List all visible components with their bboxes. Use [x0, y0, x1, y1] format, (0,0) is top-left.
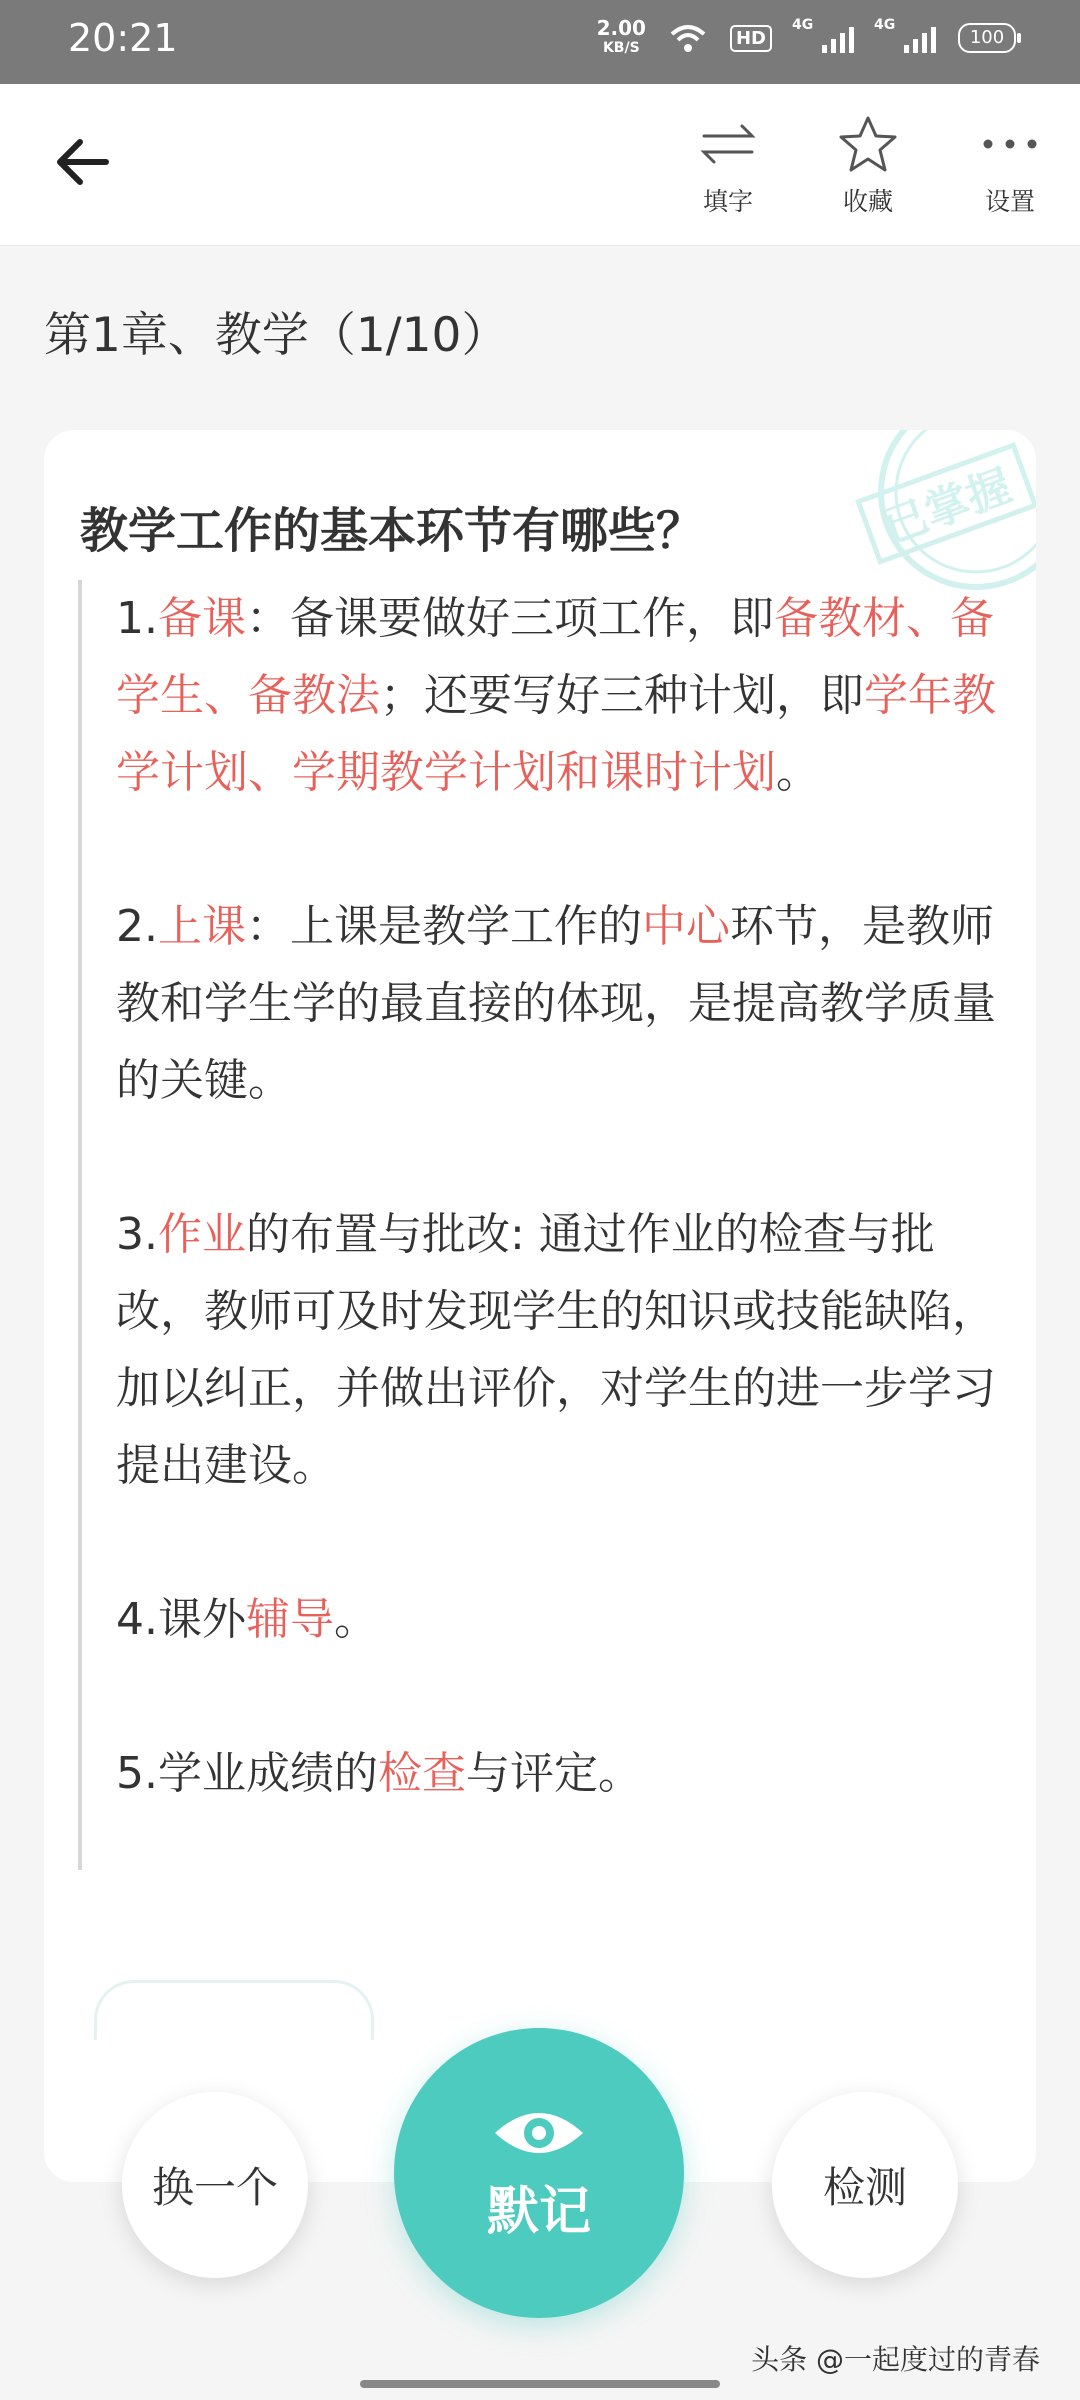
- network-speed-unit: KB/S: [602, 40, 640, 56]
- memorize-button[interactable]: [394, 2028, 684, 2318]
- answer-text: 3.: [116, 1209, 158, 1260]
- answer-text: 。: [333, 1594, 378, 1645]
- answer-text: 与评定。: [465, 1748, 642, 1799]
- signal-label: 4G: [874, 17, 896, 33]
- fill-word-label: 填字: [702, 187, 753, 216]
- signal-label: 4G: [792, 17, 814, 33]
- settings-button[interactable]: [960, 112, 1060, 218]
- answer-item: [116, 1735, 996, 1812]
- highlight-text: 作业: [157, 1209, 246, 1260]
- memorize-label: 默记: [486, 2181, 591, 2242]
- faded-tag: [94, 1980, 374, 2040]
- question-text: 教学工作的基本环节有哪些？: [80, 503, 705, 559]
- signal-icon: [792, 17, 854, 53]
- status-bar: [0, 0, 1080, 84]
- check-button[interactable]: 检测: [772, 2092, 958, 2278]
- answer-text: 4.课外: [116, 1594, 246, 1645]
- favorite-button[interactable]: [818, 112, 918, 218]
- answer-body: [116, 580, 996, 1889]
- star-icon: [838, 115, 898, 173]
- highlight-text: 检查: [377, 1748, 466, 1799]
- highlight-text: 备课: [157, 593, 246, 644]
- favorite-label: 收藏: [842, 187, 893, 216]
- answer-text: 。: [776, 747, 820, 798]
- network-speed: [597, 18, 646, 58]
- arrow-left-icon[interactable]: [50, 130, 114, 194]
- answer-text: ：备课要做好三项工作，即: [245, 593, 774, 644]
- highlight-text: 学年教学计划、学期教学计划和课时计划: [116, 670, 996, 798]
- highlight-text: 辅导: [245, 1594, 334, 1645]
- answer-text: 1.: [116, 593, 158, 644]
- swap-button[interactable]: 换一个: [122, 2092, 308, 2278]
- status-icons: [597, 18, 1016, 58]
- hd-badge: HD: [730, 25, 772, 52]
- answer-text: ；还要写好三种计划，即: [380, 670, 864, 721]
- answer-text: ：上课是教学工作的: [245, 901, 642, 952]
- highlight-text: 上课: [157, 901, 246, 952]
- more-dots-icon: [982, 136, 1038, 152]
- status-time: 20:21: [68, 16, 178, 60]
- answer-divider: [78, 580, 82, 1870]
- answer-item: [116, 580, 996, 811]
- battery-icon: 100: [958, 23, 1016, 53]
- swap-arrows-icon: [700, 122, 756, 166]
- app-bar: [0, 84, 1080, 246]
- watermark: 头条 @一起度过的青春: [751, 2343, 1040, 2376]
- fill-word-button[interactable]: [678, 112, 778, 218]
- answer-text: 5.学业成绩的: [116, 1748, 378, 1799]
- answer-text: 2.: [116, 901, 158, 952]
- answer-text: 的布置与批改: 通过作业的检查与批改，教师可及时发现学生的知识或技能缺陷，加以纠正，并做出评价，对学生的进一步学习提出建设。: [116, 1209, 996, 1491]
- answer-text: 环节，是教师教和学生学的最直接的体现，是提高教学质量的关键。: [116, 901, 996, 1106]
- answer-item: [116, 1196, 996, 1504]
- network-speed-value: 2.00: [596, 16, 646, 40]
- flashcard: [44, 430, 1036, 2182]
- wifi-icon: [668, 22, 708, 54]
- eye-icon: [491, 2103, 587, 2163]
- chapter-title: 第1章、教学（1/10）: [44, 308, 509, 363]
- settings-label: 设置: [984, 187, 1035, 216]
- home-indicator[interactable]: [360, 2380, 720, 2388]
- highlight-text: 备教材、备学生、备教法: [116, 593, 994, 721]
- answer-item: [116, 888, 996, 1119]
- answer-item: [116, 1581, 996, 1658]
- stamp-text: 已掌握: [876, 460, 1019, 554]
- highlight-text: 中心: [641, 901, 730, 952]
- signal-icon: [874, 17, 936, 53]
